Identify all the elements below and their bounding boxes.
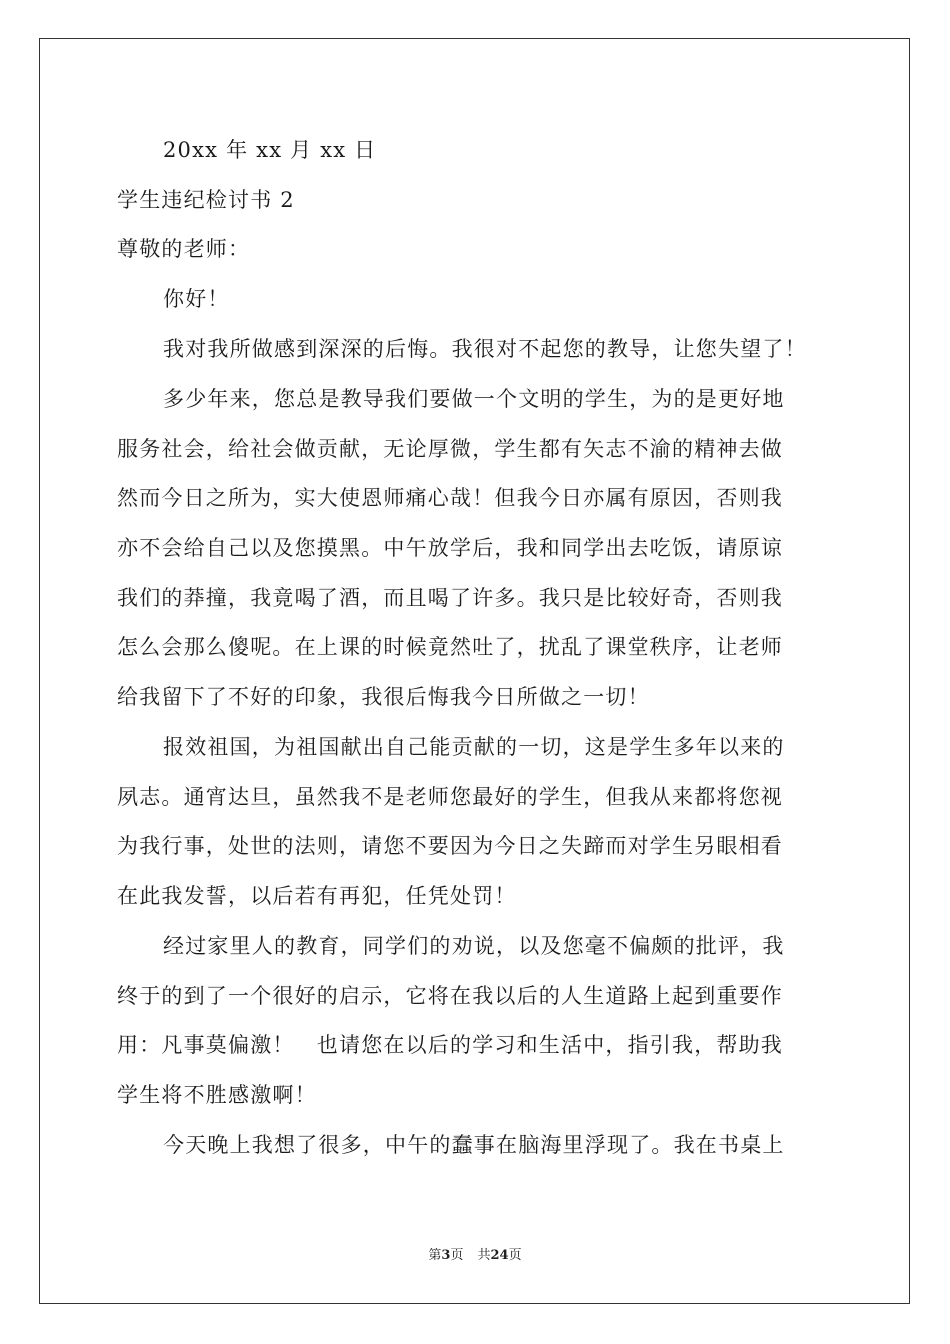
paragraph-line: 用：凡事莫偏激！ 也请您在以后的学习和生活中，指引我，帮助我 (117, 1033, 783, 1057)
footer-page-unit: 页 (450, 1248, 464, 1263)
paragraph-line: 经过家里人的教育，同学们的劝说，以及您毫不偏颇的批评，我 (163, 934, 785, 958)
current-page-number: 3 (441, 1248, 451, 1263)
paragraph-line: 在此我发誓，以后若有再犯，任凭处罚！ (117, 884, 517, 908)
paragraph-line: 多少年来，您总是教导我们要做一个文明的学生，为的是更好地 (163, 387, 785, 411)
paragraph-line: 今天晚上我想了很多，中午的蠢事在脑海里浮现了。我在书桌上 (163, 1133, 785, 1157)
greeting: 你好！ (163, 287, 230, 311)
document-title: 学生违纪检讨书 2 (117, 188, 295, 212)
footer-total-unit: 页 (508, 1248, 522, 1263)
paragraph-line: 我们的莽撞，我竟喝了酒，而且喝了许多。我只是比较好奇，否则我 (117, 586, 783, 610)
footer-total-prefix: 共 (477, 1248, 491, 1263)
footer-prefix: 第 (428, 1248, 442, 1263)
date-line: 20xx 年 xx 月 xx 日 (163, 138, 377, 162)
paragraph-line: 亦不会给自己以及您摸黑。中午放学后，我和同学出去吃饭，请原谅 (117, 536, 783, 560)
paragraph-line: 报效祖国，为祖国献出自己能贡献的一切，这是学生多年以来的 (163, 735, 785, 759)
paragraph-line: 终于的到了一个很好的启示，它将在我以后的人生道路上起到重要作 (117, 984, 783, 1008)
paragraph-line: 为我行事，处世的法则，请您不要因为今日之失蹄而对学生另眼相看 (117, 834, 783, 858)
page-border (39, 38, 910, 1304)
paragraph-line: 服务社会，给社会做贡献，无论厚微，学生都有矢志不渝的精神去做 (117, 437, 783, 461)
paragraph-line: 学生将不胜感激啊！ (117, 1083, 317, 1107)
paragraph-line: 我对我所做感到深深的后悔。我很对不起您的教导，让您失望了！ (163, 337, 807, 361)
paragraph-line: 夙志。通宵达旦，虽然我不是老师您最好的学生，但我从来都将您视 (117, 785, 783, 809)
salutation: 尊敬的老师： (117, 237, 251, 261)
paragraph-line: 怎么会那么傻呢。在上课的时候竟然吐了，扰乱了课堂秩序，让老师 (117, 635, 783, 659)
paragraph-line: 然而今日之所为，实大使恩师痛心哉！但我今日亦属有原因，否则我 (117, 486, 783, 510)
paragraph-line: 给我留下了不好的印象，我很后悔我今日所做之一切！ (117, 685, 650, 709)
total-page-count: 24 (490, 1248, 509, 1263)
page-footer (0, 1247, 950, 1265)
